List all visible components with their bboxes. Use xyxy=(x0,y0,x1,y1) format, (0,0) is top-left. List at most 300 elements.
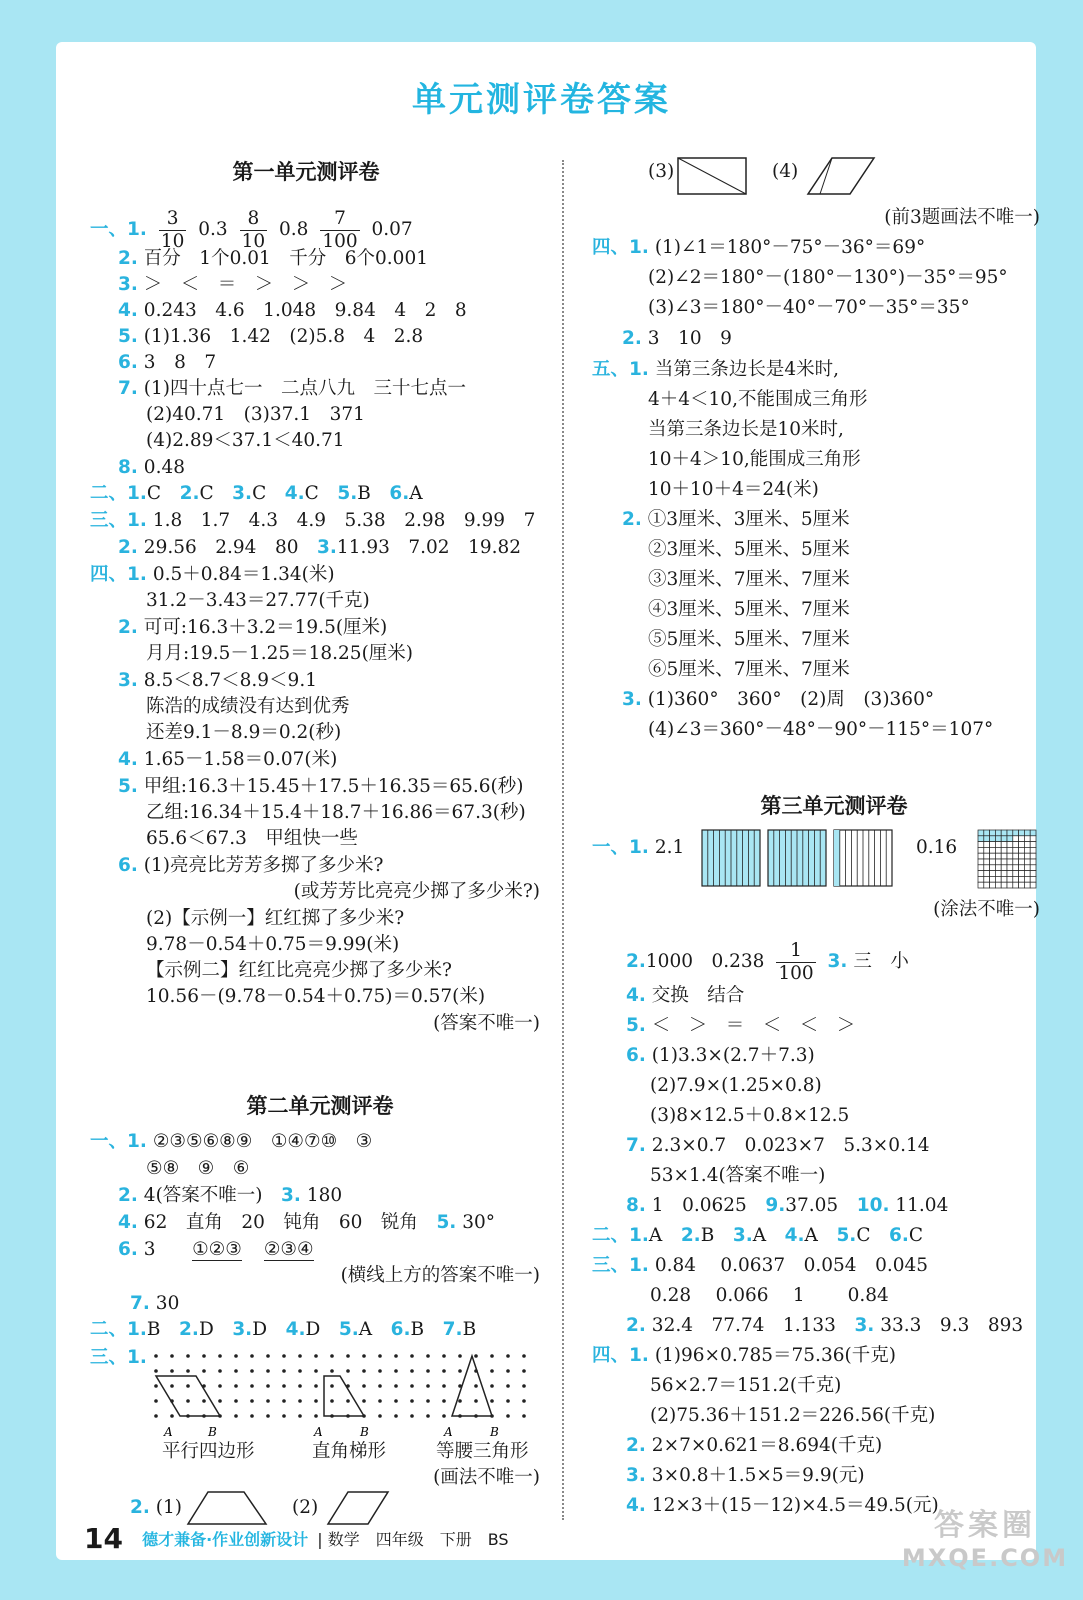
grid-cell xyxy=(1001,865,1007,871)
grid-dot xyxy=(186,1399,190,1403)
grid-cell xyxy=(1030,876,1036,882)
u1-q1-8 xyxy=(118,456,185,480)
u2-note3: (前3题画法不唯一) xyxy=(884,207,1040,228)
u1-q4-6e: 【示例二】红红比亮亮少掷了多少米? xyxy=(146,960,452,981)
answer-text: B xyxy=(146,1319,161,1340)
grid-dot xyxy=(234,1354,238,1358)
u2-q3-4: (4) xyxy=(772,161,799,182)
unit1-title: 第一单元测评卷 xyxy=(232,160,380,184)
grid-cell xyxy=(1019,876,1025,882)
grid-cell xyxy=(990,876,996,882)
u3-q4-2 xyxy=(626,1434,882,1458)
item-number: 1. xyxy=(127,1131,147,1152)
answer-text: 0.07 xyxy=(371,219,413,240)
grid-dot xyxy=(458,1354,462,1358)
u2-label-parallelogram: 平行四边形 xyxy=(162,1441,255,1462)
grid-dot xyxy=(490,1354,494,1358)
grid-cell xyxy=(984,830,990,836)
item-number: 3. xyxy=(118,670,138,691)
grid-cell xyxy=(995,876,1001,882)
u1-q4-2 xyxy=(118,616,387,640)
grid-dot xyxy=(250,1414,254,1418)
grid-dot xyxy=(298,1414,302,1418)
grid-cell xyxy=(1024,876,1030,882)
item-number: 1. xyxy=(629,1345,649,1366)
u2-q5-2 xyxy=(622,508,850,532)
u1-q4-5 xyxy=(118,775,523,799)
u2-q4-2 xyxy=(622,327,732,351)
parallelogram-shape xyxy=(156,1376,220,1416)
answer-text: A xyxy=(409,483,423,504)
grid-dot xyxy=(298,1399,302,1403)
item-number: 3. xyxy=(317,537,337,558)
answer-text: (1) xyxy=(155,1497,183,1518)
grid-dot xyxy=(426,1384,430,1388)
grid-cell xyxy=(1030,853,1036,859)
section-marker: 二、 xyxy=(90,483,128,504)
answer-text: ①3厘米、3厘米、5厘米 xyxy=(647,509,850,530)
u3-q4-1b: 56×2.7＝151.2(千克) xyxy=(650,1375,842,1396)
hundred-grid-figure xyxy=(976,828,1038,890)
item-number: 1. xyxy=(127,510,147,531)
page-number: 14 xyxy=(84,1522,123,1555)
page-title: 单元测评卷答案 xyxy=(412,80,671,120)
u1-q3-1 xyxy=(90,509,535,533)
u3-q1-5 xyxy=(626,1014,855,1038)
item-number: 5. xyxy=(436,1212,457,1233)
grid-cell xyxy=(990,865,996,871)
grid-cell xyxy=(1007,882,1013,888)
grid-cell xyxy=(978,865,984,871)
grid-cell xyxy=(978,859,984,865)
grid-dot xyxy=(378,1354,382,1358)
answer-text: C xyxy=(856,1225,871,1246)
grid-dot xyxy=(234,1384,238,1388)
grid-dot xyxy=(330,1354,334,1358)
grid-dot xyxy=(394,1414,398,1418)
u3-q2 xyxy=(592,1224,923,1248)
item-number: 5. xyxy=(337,483,358,504)
section-marker: 二、 xyxy=(592,1225,630,1246)
grid-cell xyxy=(978,882,984,888)
answer-text: 2×7×0.621＝8.694(千克) xyxy=(651,1435,883,1456)
grid-cell xyxy=(1019,830,1025,836)
answer-text: (1)四十点七一 二点八九 三十七点一 xyxy=(143,378,467,399)
grid-dot xyxy=(490,1384,494,1388)
grid-cell xyxy=(1013,836,1019,842)
grid-dot xyxy=(346,1354,350,1358)
item-number: 6. xyxy=(626,1045,646,1066)
answer-text: C xyxy=(146,483,162,504)
item-number: 4. xyxy=(118,749,138,770)
answer-text: 11.93 7.02 19.82 xyxy=(336,537,522,558)
answer-text: 1 0.0625 xyxy=(651,1195,747,1216)
grid-dot xyxy=(250,1369,254,1373)
grid-dot xyxy=(154,1414,158,1418)
item-number: 3. xyxy=(281,1185,301,1206)
page-footer xyxy=(84,1522,509,1555)
grid-cell xyxy=(984,859,990,865)
u2-q3-1 xyxy=(90,1346,147,1370)
grid-dot xyxy=(314,1414,318,1418)
grid-dot xyxy=(346,1369,350,1373)
grid-dot xyxy=(410,1414,414,1418)
grid-cell xyxy=(1001,853,1007,859)
grid-cell xyxy=(1019,871,1025,877)
grid-dot xyxy=(442,1369,446,1373)
u2-q5-1c: 当第三条边长是10米时, xyxy=(648,419,844,440)
grid-dot xyxy=(202,1399,206,1403)
grid-cell xyxy=(1030,847,1036,853)
answer-text: B xyxy=(357,483,371,504)
answer-text: 33.3 9.3 893 xyxy=(880,1315,1024,1336)
answer-text: (1)360° 360° (2)周 (3)360° xyxy=(647,689,935,710)
answer-text: A xyxy=(648,1225,663,1246)
answer-text: C xyxy=(199,483,214,504)
answer-text: 32.4 77.74 1.133 xyxy=(651,1315,836,1336)
grid-dot xyxy=(410,1384,414,1388)
answer-text: 30 xyxy=(155,1293,180,1314)
u2-q5-1d: 10＋4＞10,能围成三角形 xyxy=(648,449,861,470)
grid-dot xyxy=(410,1354,414,1358)
grid-dot xyxy=(362,1369,366,1373)
answer-text: 2.3×0.7 0.023×7 5.3×0.14 xyxy=(651,1135,930,1156)
rectangle-figure xyxy=(676,156,750,198)
grid-dot xyxy=(394,1384,398,1388)
item-number: 3. xyxy=(732,1225,753,1246)
grid-dot xyxy=(522,1384,526,1388)
grid-dot xyxy=(234,1414,238,1418)
grid-cell xyxy=(1001,859,1007,865)
grid-cell xyxy=(1001,847,1007,853)
grid-dot xyxy=(314,1384,318,1388)
item-number: 7. xyxy=(626,1135,646,1156)
answer-text: C xyxy=(304,483,319,504)
grid-cell xyxy=(1013,830,1019,836)
item-number: 2. xyxy=(622,328,642,349)
u2-q3-2 xyxy=(130,1496,182,1520)
answer-text: 百分 1个0.01 千分 6个0.001 xyxy=(143,248,428,269)
unit3-title: 第三单元测评卷 xyxy=(760,794,908,818)
answer-text: 1.65－1.58＝0.07(米) xyxy=(143,749,338,770)
grid-dot xyxy=(474,1384,478,1388)
grid-dot xyxy=(170,1354,174,1358)
grid-dot xyxy=(426,1399,430,1403)
denominator: 10 xyxy=(160,230,185,252)
answer-text: 0.84 0.0637 0.054 0.045 xyxy=(654,1255,929,1276)
grid-dot xyxy=(522,1399,526,1403)
denominator: 100 xyxy=(778,962,814,984)
numerator: 8 xyxy=(240,208,268,231)
brand-name: 德才兼备·作业创新设计 xyxy=(142,1530,309,1549)
u1-q1-7b: (2)40.71 (3)37.1 371 xyxy=(146,404,365,425)
u2-q4-1c: (3)∠3＝180°－40°－70°－35°＝35° xyxy=(648,297,970,318)
grid-cell xyxy=(1030,830,1036,836)
u3-q1-8 xyxy=(626,1194,948,1218)
grid-cell xyxy=(1024,830,1030,836)
answer-text: 12×3＋(15－12)×4.5＝49.5(元) xyxy=(651,1495,939,1516)
answer-text: ＞ ＜ ＝ ＞ ＞ ＞ xyxy=(143,274,348,295)
grid-dot xyxy=(234,1369,238,1373)
grid-dot xyxy=(154,1384,158,1388)
item-number: 4. xyxy=(118,1212,138,1233)
grid-cell xyxy=(990,830,996,836)
grid-dot xyxy=(186,1369,190,1373)
answer-text: (1)3.3×(2.7＋7.3) xyxy=(651,1045,815,1066)
section-marker: 一、 xyxy=(592,837,630,858)
grid-dot xyxy=(234,1399,238,1403)
answer-text: 0.243 4.6 1.048 9.84 4 2 8 xyxy=(143,300,467,321)
column-divider xyxy=(562,160,564,1520)
u1-q4-4 xyxy=(118,748,337,772)
answer-text: 当第三条边长是4米时, xyxy=(654,359,839,380)
item-number: 5. xyxy=(338,1319,359,1340)
answer-text: 3 10 9 xyxy=(647,328,732,349)
u2-q1-6 xyxy=(118,1238,314,1262)
item-number: 2. xyxy=(130,1497,150,1518)
grid-dot xyxy=(362,1384,366,1388)
grid-cell xyxy=(978,830,984,836)
grid-dot xyxy=(394,1369,398,1373)
label-a: A xyxy=(164,1425,173,1439)
grid-cell xyxy=(1013,871,1019,877)
section-marker: 三、 xyxy=(90,1347,128,1368)
answer-text: (1)亮亮比芳芳多掷了多少米? xyxy=(143,855,384,876)
item-number: 5. xyxy=(118,326,138,347)
grid-cell xyxy=(1013,847,1019,853)
u2-q5-1 xyxy=(592,358,839,382)
grid-cell xyxy=(1019,836,1025,842)
u1-q1-7 xyxy=(118,377,466,401)
grid-dot xyxy=(218,1399,222,1403)
u3-note1: (涂法不唯一) xyxy=(933,899,1040,920)
item-number: 3. xyxy=(232,483,253,504)
answer-text: A xyxy=(358,1319,373,1340)
item-number: 1. xyxy=(127,1319,147,1340)
section-marker: 三、 xyxy=(592,1255,630,1276)
grid-dot xyxy=(314,1399,318,1403)
answer-text: 0.48 xyxy=(143,457,185,478)
watermark-url: MXQE.COM xyxy=(901,1544,1069,1572)
grid-cell xyxy=(1001,830,1007,836)
item-number: 3. xyxy=(232,1319,253,1340)
answer-text: 2.1 xyxy=(654,837,685,858)
u1-q4-2b: 月月:19.5－1.25＝18.25(厘米) xyxy=(146,643,414,664)
grid-cell xyxy=(1024,836,1030,842)
grid-cell xyxy=(984,876,990,882)
item-number: 6. xyxy=(390,1319,411,1340)
u1-q1-7c: (4)2.89＜37.1＜40.71 xyxy=(146,430,345,451)
item-number: 3. xyxy=(827,951,848,972)
grid-cell xyxy=(995,853,1001,859)
grid-dot xyxy=(394,1354,398,1358)
denominator: 100 xyxy=(322,230,358,252)
grid-cell xyxy=(995,871,1001,877)
grid-dot xyxy=(266,1369,270,1373)
grid-dot xyxy=(170,1414,174,1418)
u2-q5-2d: ④3厘米、5厘米、7厘米 xyxy=(648,599,850,620)
grid-dot xyxy=(218,1369,222,1373)
answer-text: 8.5＜8.7＜8.9＜9.1 xyxy=(143,670,317,691)
grid-cell xyxy=(1030,865,1036,871)
right-trapezoid-shape xyxy=(324,1376,364,1416)
section-marker: 二、 xyxy=(90,1319,128,1340)
item-number: 4. xyxy=(285,1319,306,1340)
grid-cell xyxy=(978,876,984,882)
grid-dot xyxy=(522,1354,526,1358)
answer-text: 3 8 7 xyxy=(143,352,217,373)
grid-cell xyxy=(995,847,1001,853)
item-number: 6. xyxy=(118,352,138,373)
item-number: 7. xyxy=(442,1319,463,1340)
item-number: 1. xyxy=(629,237,649,258)
label-a: A xyxy=(314,1425,323,1439)
parallelogram-figure-2 xyxy=(806,156,878,198)
u2-q5-3 xyxy=(622,688,934,712)
grid-dot xyxy=(218,1384,222,1388)
grid-cell xyxy=(990,859,996,865)
item-number: 8. xyxy=(118,457,138,478)
u3-q1-1 xyxy=(592,836,684,860)
u3-q3-2 xyxy=(626,1314,1023,1338)
grid-cell xyxy=(995,842,1001,848)
grid-cell xyxy=(1024,847,1030,853)
answer-text: D xyxy=(252,1319,268,1340)
section-marker: 四、 xyxy=(592,237,630,258)
answer-text: 0.5＋0.84＝1.34(米) xyxy=(152,564,335,585)
u3-q4-1 xyxy=(592,1344,896,1368)
grid-cell xyxy=(990,871,996,877)
grid-cell xyxy=(1024,842,1030,848)
u1-note: (答案不唯一) xyxy=(433,1013,540,1034)
grid-dot xyxy=(154,1354,158,1358)
grid-cell xyxy=(1024,859,1030,865)
grid-dot xyxy=(506,1384,510,1388)
grid-cell xyxy=(1019,865,1025,871)
grid-dot xyxy=(330,1399,334,1403)
grid-cell xyxy=(1013,876,1019,882)
grid-cell xyxy=(984,842,990,848)
grid-cell xyxy=(1013,865,1019,871)
grid-cell xyxy=(1007,847,1013,853)
grid-cell xyxy=(1030,859,1036,865)
grid-dot xyxy=(218,1354,222,1358)
u2-q5-1e: 10＋10＋4＝24(米) xyxy=(648,479,819,500)
grid-cell xyxy=(995,830,1001,836)
item-number: 6. xyxy=(118,855,138,876)
grid-cell xyxy=(978,871,984,877)
u2-q3-2-2: (2) xyxy=(292,1497,319,1518)
u2-label-triangle: 等腰三角形 xyxy=(436,1441,529,1462)
item-number: 4. xyxy=(626,985,646,1006)
u2-q3-3: (3) xyxy=(648,161,675,182)
answer-text: 29.56 2.94 80 xyxy=(143,537,299,558)
answer-text: D xyxy=(198,1319,214,1340)
item-number: 9. xyxy=(765,1195,786,1216)
grid-dot xyxy=(250,1399,254,1403)
label-b: B xyxy=(208,1425,217,1439)
u2-q1-1b: ⑤⑧ ⑨ ⑥ xyxy=(146,1158,250,1179)
underlined-answer: ②③④ xyxy=(263,1239,314,1260)
grid-cell xyxy=(978,842,984,848)
u2-q4-1b: (2)∠2＝180°－(180°－130°)－35°＝95° xyxy=(648,267,1008,288)
grid-cell xyxy=(1019,853,1025,859)
grid-dot xyxy=(442,1384,446,1388)
answer-text: 37.05 xyxy=(785,1195,839,1216)
answer-text: B xyxy=(462,1319,477,1340)
grid-cell xyxy=(1007,830,1013,836)
grid-cell xyxy=(984,836,990,842)
grid-dot xyxy=(154,1369,158,1373)
grid-cell xyxy=(984,865,990,871)
u2-q1-1 xyxy=(90,1130,372,1154)
u1-q4-5b: 乙组:16.34＋15.4＋18.7＋16.86＝67.3(秒) xyxy=(146,802,526,823)
grid-dot xyxy=(282,1369,286,1373)
answer-text: C xyxy=(908,1225,924,1246)
grid-cell xyxy=(1013,853,1019,859)
answer-text: B xyxy=(700,1225,715,1246)
decimal-model-figures xyxy=(700,828,910,890)
section-marker: 四、 xyxy=(592,1345,630,1366)
answer-text: 1.8 1.7 4.3 4.9 5.38 2.98 9.99 7 xyxy=(152,510,536,531)
grid-dot xyxy=(170,1369,174,1373)
u1-q1-3 xyxy=(118,273,347,297)
u3-q4-1c: (2)75.36＋151.2＝226.56(千克) xyxy=(650,1405,936,1426)
answer-text: D xyxy=(305,1319,321,1340)
grid-cell xyxy=(1013,859,1019,865)
grid-dot xyxy=(506,1399,510,1403)
grid-cell xyxy=(978,853,984,859)
u1-q4-6c: (2)【示例一】红红掷了多少米? xyxy=(146,908,405,929)
grid-dot xyxy=(282,1354,286,1358)
item-number: 1. xyxy=(127,1347,147,1368)
grid-dot xyxy=(170,1384,174,1388)
grid-dot xyxy=(266,1399,270,1403)
grid-cell xyxy=(995,836,1001,842)
item-number: 6. xyxy=(389,483,410,504)
strip-models xyxy=(702,830,892,886)
grid-cell xyxy=(978,847,984,853)
grid-dot xyxy=(282,1414,286,1418)
answer-text: (1)∠1＝180°－75°－36°＝69° xyxy=(654,237,926,258)
grid-cell xyxy=(1024,865,1030,871)
numerator: 3 xyxy=(159,208,187,231)
section-marker: 五、 xyxy=(592,359,630,380)
u2-note2: (画法不唯一) xyxy=(433,1467,540,1488)
grid-cell xyxy=(984,871,990,877)
item-number: 2. xyxy=(680,1225,701,1246)
item-number: 6. xyxy=(889,1225,909,1246)
grid-dot xyxy=(490,1369,494,1373)
u2-q2 xyxy=(90,1318,476,1342)
grid-cell xyxy=(1001,836,1007,842)
grid-dot xyxy=(330,1384,334,1388)
u1-q4-1b: 31.2－3.43＝27.77(千克) xyxy=(146,590,370,611)
u1-q4-3b: 陈浩的成绩没有达到优秀 xyxy=(146,696,350,717)
grid-cell xyxy=(1030,882,1036,888)
grid-cell xyxy=(1007,853,1013,859)
item-number: 5. xyxy=(626,1015,646,1036)
grid-cell xyxy=(1007,842,1013,848)
item-number: 7. xyxy=(118,378,138,399)
grid-dot xyxy=(202,1354,206,1358)
answer-text: ＜ ＞ ＝ ＜ ＜ ＞ xyxy=(651,1015,856,1036)
grid-dot xyxy=(506,1414,510,1418)
u3-q1-6 xyxy=(626,1044,815,1068)
subject-info: | 数学 四年级 下册 BS xyxy=(317,1530,509,1549)
grid-cell xyxy=(1007,876,1013,882)
grid-dot xyxy=(378,1384,382,1388)
